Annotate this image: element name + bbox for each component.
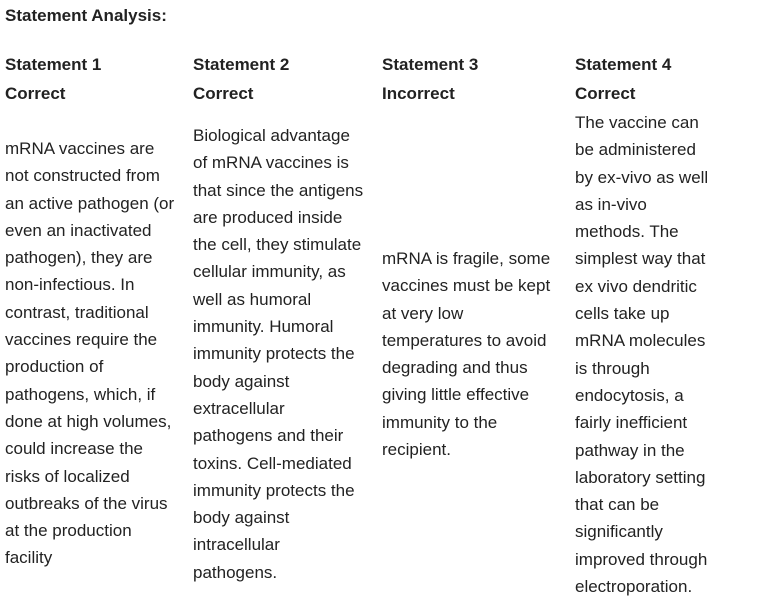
body-line: toxins. Cell-mediated — [193, 453, 352, 473]
body-line: pathway in the — [575, 440, 685, 460]
body-line: is through — [575, 358, 650, 378]
body-line: degrading and thus — [382, 358, 528, 378]
body-line: of mRNA vaccines is — [193, 153, 349, 173]
statement-4-verdict: Correct — [575, 84, 636, 103]
statement-3-column — [382, 50, 570, 460]
body-line: not constructed from — [5, 166, 160, 186]
page-title: Statement Analysis: — [5, 6, 167, 25]
body-line: well as humoral — [193, 289, 312, 309]
body-line: immunity to the — [382, 412, 498, 432]
body-line: risks of localized — [5, 466, 130, 486]
body-line: improved through — [575, 549, 708, 569]
body-line: ex vivo dendritic — [575, 276, 697, 296]
body-line: done at high volumes, — [5, 411, 172, 431]
body-line: vaccines require the — [5, 330, 158, 350]
body-line: intracellular — [193, 535, 280, 555]
body-line: by ex-vivo as well — [575, 167, 709, 187]
body-line: mRNA vaccines are — [5, 139, 155, 158]
body-line: laboratory setting — [575, 467, 706, 487]
body-line: pathogens. — [193, 562, 278, 582]
body-line: giving little effective — [382, 385, 530, 405]
statement-1-body — [5, 135, 174, 572]
body-line: immunity protects the — [193, 344, 355, 364]
body-line: cells take up — [575, 304, 670, 324]
body-line: immunity protects the — [193, 480, 355, 500]
body-line: significantly — [575, 522, 663, 542]
body-line: mRNA is fragile, some — [382, 249, 551, 268]
body-line: cellular immunity, as — [193, 262, 346, 282]
body-line: The vaccine can — [575, 113, 699, 132]
statement-4-body — [575, 109, 708, 600]
body-line: fairly inefficient — [575, 413, 688, 433]
body-line: as in-vivo — [575, 194, 647, 214]
statement-1-verdict: Correct — [5, 84, 66, 103]
statement-3-title: Statement 3 — [382, 55, 479, 74]
body-line: electroporation. — [575, 577, 693, 597]
body-line: immunity. Humoral — [193, 317, 334, 337]
body-line: recipient. — [382, 440, 451, 460]
body-line: that since the antigens — [193, 180, 364, 200]
body-line: pathogens, which, if — [5, 384, 156, 404]
body-line: body against — [193, 371, 290, 391]
body-line: be administered — [575, 140, 696, 160]
statement-3-body — [382, 245, 550, 463]
body-line: methods. The — [575, 222, 679, 242]
statement-2-title: Statement 2 — [193, 55, 290, 74]
statement-1-title: Statement 1 — [5, 55, 102, 74]
body-line: Biological advantage — [193, 126, 350, 145]
statement-2-verdict: Correct — [193, 84, 254, 103]
body-line: temperatures to avoid — [382, 330, 547, 350]
body-line: contrast, traditional — [5, 302, 149, 322]
body-line: facility — [5, 548, 53, 568]
body-line: extracellular — [193, 398, 285, 418]
body-line: even an inactivated — [5, 220, 152, 240]
statement-2-column — [193, 50, 377, 582]
body-line: non-infectious. In — [5, 275, 135, 295]
body-line: pathogen), they are — [5, 248, 153, 268]
body-line: outbreaks of the virus — [5, 493, 168, 513]
body-line: body against — [193, 508, 290, 528]
statement-3-verdict: Incorrect — [382, 84, 455, 103]
body-line: mRNA molecules — [575, 331, 706, 351]
body-line: production of — [5, 357, 104, 377]
body-line: an active pathogen (or — [5, 193, 175, 213]
statement-2-body — [193, 122, 363, 586]
body-line: that can be — [575, 495, 660, 515]
body-line: the cell, they stimulate — [193, 235, 362, 255]
body-line: are produced inside — [193, 207, 343, 227]
body-line: could increase the — [5, 439, 143, 459]
body-line: at the production — [5, 521, 132, 541]
body-line: pathogens and their — [193, 426, 344, 446]
statement-4-column — [575, 50, 753, 597]
body-line: vaccines must be kept — [382, 276, 551, 296]
body-line: at very low — [382, 303, 464, 323]
statement-4-title: Statement 4 — [575, 55, 672, 74]
statement-1-column — [5, 50, 187, 568]
body-line: simplest way that — [575, 249, 706, 269]
body-line: endocytosis, a — [575, 385, 684, 405]
